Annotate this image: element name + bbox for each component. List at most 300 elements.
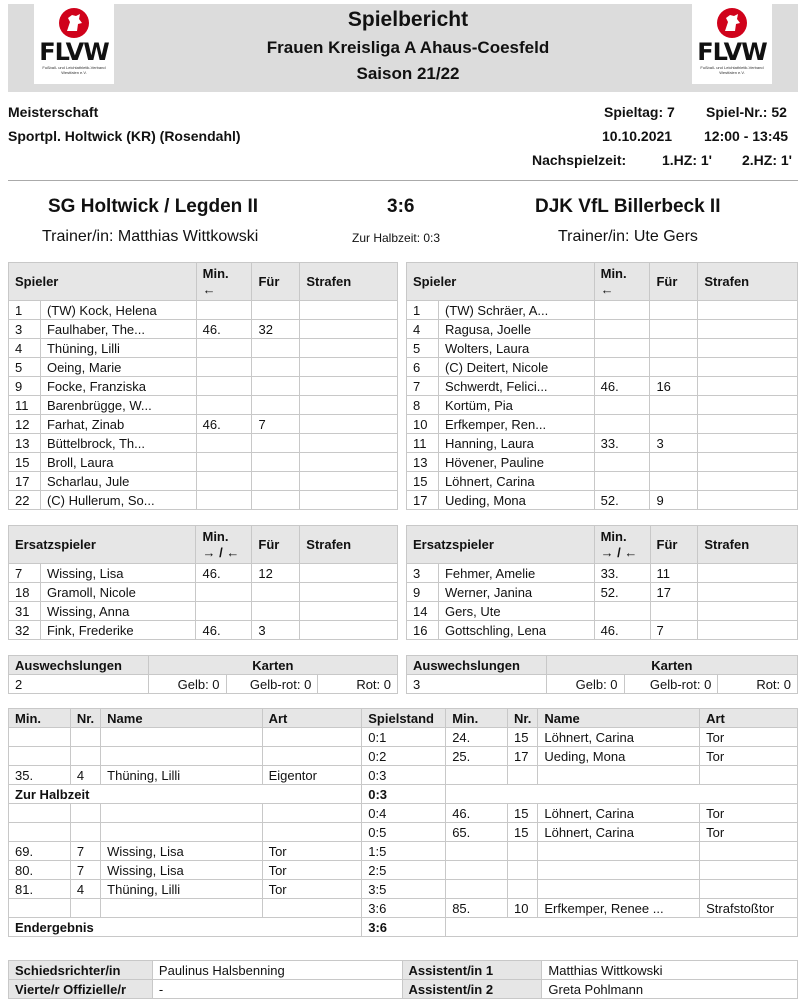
for-header: Für — [252, 263, 300, 301]
home-event-number: 4 — [70, 880, 100, 899]
sub-minute: 46. — [196, 564, 252, 583]
replaced-number — [650, 396, 698, 415]
home-event-player: Thüning, Lilli — [101, 880, 262, 899]
yellow-red-cards: Gelb-rot: 0 — [624, 675, 718, 694]
home-event-player — [101, 823, 262, 842]
event-score: 0:5 — [362, 823, 446, 842]
penalties-header: Strafen — [300, 526, 398, 564]
sub-minute — [594, 358, 650, 377]
player-row — [407, 621, 798, 640]
player-number: 1 — [9, 301, 41, 320]
player-row — [407, 491, 798, 510]
player-name: Hanning, Laura — [438, 434, 594, 453]
replaced-number — [252, 396, 300, 415]
penalties — [300, 621, 398, 640]
away-event-minute — [446, 861, 508, 880]
penalties — [698, 396, 798, 415]
assistant1-label: Assistent/in 1 — [402, 961, 542, 980]
penalties — [300, 396, 398, 415]
replaced-number — [650, 339, 698, 358]
event-row — [9, 766, 798, 785]
home-event-type — [262, 899, 362, 918]
match-date: 10.10.2021 — [602, 128, 673, 144]
player-name: (C) Hullerum, So... — [40, 491, 196, 510]
player-row — [9, 358, 398, 377]
player-name: Wolters, Laura — [438, 339, 594, 358]
home-event-number — [70, 728, 100, 747]
player-number: 13 — [407, 453, 439, 472]
penalties — [300, 564, 398, 583]
player-name: Faulhaber, The... — [40, 320, 196, 339]
player-number: 7 — [407, 377, 439, 396]
home-event-type — [262, 823, 362, 842]
penalties — [698, 358, 798, 377]
player-number: 10 — [407, 415, 439, 434]
away-event-type — [700, 861, 798, 880]
section-score: 0:3 — [362, 785, 446, 804]
away-event-player — [538, 842, 700, 861]
replaced-number — [252, 602, 300, 621]
assistant1: Matthias Wittkowski — [542, 961, 798, 980]
events-section-row — [9, 918, 798, 937]
event-score: 0:2 — [362, 747, 446, 766]
for-header: Für — [252, 526, 300, 564]
referee: Paulinus Halsbenning — [152, 961, 402, 980]
away-event-player — [538, 880, 700, 899]
subs-count: 3 — [407, 675, 547, 694]
player-row — [9, 602, 398, 621]
replaced-number — [252, 301, 300, 320]
player-row — [9, 415, 398, 434]
sub-minute — [196, 301, 252, 320]
sub-minute — [594, 602, 650, 621]
event-row — [9, 842, 798, 861]
flvw-logo-right — [692, 4, 772, 84]
logo-text: FLVW — [39, 38, 109, 66]
player-name: (TW) Kock, Helena — [40, 301, 196, 320]
event-row — [9, 804, 798, 823]
player-row — [9, 377, 398, 396]
player-row — [9, 564, 398, 583]
home-event-type: Eigentor — [262, 766, 362, 785]
penalties — [300, 377, 398, 396]
away-event-player: Löhnert, Carina — [538, 728, 700, 747]
replaced-number: 32 — [252, 320, 300, 339]
player-row — [407, 339, 798, 358]
penalties — [300, 583, 398, 602]
away-event-number: 15 — [508, 804, 538, 823]
horse-crest-icon — [716, 7, 748, 39]
subs-count-header: Auswechslungen — [407, 656, 547, 675]
nr-header: Nr. — [508, 709, 538, 728]
player-name: Gottschling, Lena — [438, 621, 594, 640]
name-header: Name — [101, 709, 262, 728]
sub-minute: 52. — [594, 583, 650, 602]
player-name: Fink, Frederike — [40, 621, 196, 640]
events-table — [8, 708, 798, 937]
home-cards-table — [8, 655, 398, 694]
yellow-red-cards: Gelb-rot: 0 — [226, 675, 318, 694]
away-event-player: Ueding, Mona — [538, 747, 700, 766]
section-score: 3:6 — [362, 918, 446, 937]
penalties — [698, 320, 798, 339]
away-event-number — [508, 861, 538, 880]
event-score: 0:1 — [362, 728, 446, 747]
sub-minute — [196, 339, 252, 358]
sub-minute — [196, 434, 252, 453]
section-label: Zur Halbzeit — [9, 785, 362, 804]
penalties — [300, 602, 398, 621]
sub-minute: 52. — [594, 491, 650, 510]
penalties — [698, 415, 798, 434]
home-event-type — [262, 728, 362, 747]
sub-minute — [594, 301, 650, 320]
penalties — [300, 472, 398, 491]
replaced-number — [252, 434, 300, 453]
player-number: 4 — [407, 320, 439, 339]
player-name: (TW) Schräer, A... — [438, 301, 594, 320]
away-event-number: 17 — [508, 747, 538, 766]
player-name: Schwerdt, Felici... — [438, 377, 594, 396]
sub-minute — [196, 377, 252, 396]
event-row — [9, 823, 798, 842]
penalties — [698, 583, 798, 602]
player-name: Gramoll, Nicole — [40, 583, 196, 602]
player-number: 32 — [9, 621, 41, 640]
replaced-number: 16 — [650, 377, 698, 396]
player-row — [407, 377, 798, 396]
player-name: Barenbrügge, W... — [40, 396, 196, 415]
penalties — [300, 358, 398, 377]
away-event-type — [700, 842, 798, 861]
home-event-minute — [9, 728, 71, 747]
player-name: Fehmer, Amelie — [438, 564, 594, 583]
home-event-type — [262, 747, 362, 766]
player-number: 6 — [407, 358, 439, 377]
away-event-minute: 46. — [446, 804, 508, 823]
sub-minute: 33. — [594, 434, 650, 453]
sub-minute — [196, 396, 252, 415]
player-number: 5 — [9, 358, 41, 377]
sub-minute — [196, 583, 252, 602]
flvw-logo-left — [34, 4, 114, 84]
home-event-player: Wissing, Lisa — [101, 861, 262, 880]
player-row — [9, 453, 398, 472]
away-event-minute — [446, 842, 508, 861]
away-event-player: Löhnert, Carina — [538, 804, 700, 823]
score-header: Spielstand — [362, 709, 446, 728]
home-event-number — [70, 899, 100, 918]
home-event-number: 7 — [70, 842, 100, 861]
penalties — [698, 339, 798, 358]
away-event-minute: 25. — [446, 747, 508, 766]
away-team: DJK VfL Billerbeck II — [535, 196, 721, 217]
away-event-minute — [446, 766, 508, 785]
replaced-number: 11 — [650, 564, 698, 583]
player-row — [407, 396, 798, 415]
event-score: 2:5 — [362, 861, 446, 880]
replaced-number: 3 — [650, 434, 698, 453]
match-time: 12:00 - 13:45 — [704, 128, 789, 144]
player-number: 11 — [9, 396, 41, 415]
event-score: 1:5 — [362, 842, 446, 861]
fourth-official-label: Vierte/r Offizielle/r — [9, 980, 153, 999]
nr-header: Nr. — [70, 709, 100, 728]
away-event-type: Tor — [700, 823, 798, 842]
player-row — [407, 320, 798, 339]
sub-minute: 46. — [594, 377, 650, 396]
penalties-header: Strafen — [698, 526, 798, 564]
replaced-number: 17 — [650, 583, 698, 602]
away-event-type: Tor — [700, 728, 798, 747]
home-event-type — [262, 804, 362, 823]
player-row — [9, 396, 398, 415]
cards-header: Karten — [148, 656, 397, 675]
away-event-player — [538, 861, 700, 880]
penalties — [300, 453, 398, 472]
sub-minute — [594, 339, 650, 358]
sub-minute: 46. — [196, 621, 252, 640]
player-number: 31 — [9, 602, 41, 621]
player-number: 9 — [407, 583, 439, 602]
name-header: Name — [538, 709, 700, 728]
home-event-minute: 35. — [9, 766, 71, 785]
player-name: Kortüm, Pia — [438, 396, 594, 415]
horse-crest-icon — [58, 7, 90, 39]
min-header: Min. ← — [196, 263, 252, 301]
player-row — [9, 339, 398, 358]
penalties-header: Strafen — [698, 263, 798, 301]
player-row — [407, 583, 798, 602]
penalties — [698, 564, 798, 583]
fourth-official: - — [152, 980, 402, 999]
replaced-number — [650, 320, 698, 339]
home-subs-table — [8, 525, 398, 640]
sub-minute: 46. — [594, 621, 650, 640]
competition: Meisterschaft — [8, 104, 99, 120]
sub-minute — [594, 453, 650, 472]
subs-count: 2 — [9, 675, 149, 694]
player-name: Farhat, Zinab — [40, 415, 196, 434]
home-event-player — [101, 728, 262, 747]
season: Saison 21/22 — [356, 64, 460, 83]
event-row — [9, 899, 798, 918]
home-event-minute — [9, 823, 71, 842]
away-event-player — [538, 766, 700, 785]
red-cards: Rot: 0 — [318, 675, 398, 694]
type-header: Art — [262, 709, 362, 728]
player-row — [407, 301, 798, 320]
extra-time-second-half: 2.HZ: 1' — [742, 152, 793, 168]
player-number: 5 — [407, 339, 439, 358]
player-row — [407, 453, 798, 472]
sub-minute — [594, 320, 650, 339]
empty-cell — [446, 918, 798, 937]
replaced-number — [252, 583, 300, 602]
away-event-type: Tor — [700, 747, 798, 766]
player-number: 9 — [9, 377, 41, 396]
penalties — [698, 377, 798, 396]
event-row — [9, 747, 798, 766]
player-row — [407, 602, 798, 621]
replaced-number: 7 — [252, 415, 300, 434]
halftime-score: Zur Halbzeit: 0:3 — [352, 231, 441, 245]
type-header: Art — [700, 709, 798, 728]
player-row — [407, 472, 798, 491]
extra-time-first-half: 1.HZ: 1' — [662, 152, 713, 168]
home-event-number — [70, 747, 100, 766]
subs-header: Ersatzspieler — [9, 526, 196, 564]
player-name: Thüning, Lilli — [40, 339, 196, 358]
sub-minute — [196, 602, 252, 621]
officials-table — [8, 960, 798, 999]
divider — [8, 180, 798, 181]
event-row — [9, 728, 798, 747]
player-name: Büttelbrock, Th... — [40, 434, 196, 453]
player-number: 17 — [407, 491, 439, 510]
league-name: Frauen Kreisliga A Ahaus-Coesfeld — [266, 38, 550, 57]
min-header: Min. ← — [594, 263, 650, 301]
sub-minute — [594, 472, 650, 491]
sub-minute — [196, 472, 252, 491]
away-event-number: 15 — [508, 823, 538, 842]
player-row — [9, 320, 398, 339]
player-number: 15 — [407, 472, 439, 491]
player-number: 14 — [407, 602, 439, 621]
away-event-number — [508, 766, 538, 785]
penalties — [698, 472, 798, 491]
player-header: Spieler — [9, 263, 197, 301]
section-label: Endergebnis — [9, 918, 362, 937]
away-event-number — [508, 880, 538, 899]
home-event-minute — [9, 899, 71, 918]
sub-minute — [196, 491, 252, 510]
player-number: 22 — [9, 491, 41, 510]
home-event-type: Tor — [262, 861, 362, 880]
player-row — [9, 301, 398, 320]
penalties — [698, 491, 798, 510]
yellow-cards: Gelb: 0 — [148, 675, 226, 694]
away-event-type — [700, 766, 798, 785]
player-name: Löhnert, Carina — [438, 472, 594, 491]
player-row — [9, 621, 398, 640]
penalties-header: Strafen — [300, 263, 398, 301]
report-header — [8, 4, 798, 92]
penalties — [698, 301, 798, 320]
min-header: Min. — [9, 709, 71, 728]
player-name: Erfkemper, Ren... — [438, 415, 594, 434]
event-score: 3:6 — [362, 899, 446, 918]
away-event-number: 15 — [508, 728, 538, 747]
player-number: 12 — [9, 415, 41, 434]
player-name: Wissing, Anna — [40, 602, 196, 621]
penalties — [698, 434, 798, 453]
event-score: 0:3 — [362, 766, 446, 785]
replaced-number — [650, 602, 698, 621]
logo-text: FLVW — [697, 38, 767, 66]
empty-cell — [446, 785, 798, 804]
away-event-minute: 85. — [446, 899, 508, 918]
match-number: Spiel-Nr.: 52 — [706, 104, 787, 120]
sub-minute — [196, 453, 252, 472]
subs-header: Ersatzspieler — [407, 526, 595, 564]
replaced-number — [252, 491, 300, 510]
away-event-player: Erfkemper, Renee ... — [538, 899, 700, 918]
matchday: Spieltag: 7 — [604, 104, 675, 120]
player-number: 16 — [407, 621, 439, 640]
player-number: 3 — [9, 320, 41, 339]
away-lineup-table — [406, 262, 798, 510]
player-number: 1 — [407, 301, 439, 320]
player-name: Oeing, Marie — [40, 358, 196, 377]
min-header: Min. → / ← — [196, 526, 252, 564]
home-event-number — [70, 823, 100, 842]
home-trainer: Trainer/in: Matthias Wittkowski — [42, 228, 259, 245]
player-number: 13 — [9, 434, 41, 453]
player-number: 11 — [407, 434, 439, 453]
home-event-player — [101, 747, 262, 766]
replaced-number — [650, 358, 698, 377]
away-event-number: 10 — [508, 899, 538, 918]
player-number: 18 — [9, 583, 41, 602]
away-event-number — [508, 842, 538, 861]
penalties — [698, 453, 798, 472]
player-row — [407, 434, 798, 453]
replaced-number: 9 — [650, 491, 698, 510]
sub-minute: 46. — [196, 320, 252, 339]
penalties — [300, 320, 398, 339]
penalties — [300, 301, 398, 320]
cards-header: Karten — [546, 656, 797, 675]
events-section-row — [9, 785, 798, 804]
replaced-number — [252, 339, 300, 358]
player-name: Scharlau, Jule — [40, 472, 196, 491]
home-lineup-table — [8, 262, 398, 510]
replaced-number — [650, 415, 698, 434]
home-event-number — [70, 804, 100, 823]
penalties — [300, 415, 398, 434]
home-event-minute: 69. — [9, 842, 71, 861]
sub-minute — [196, 358, 252, 377]
penalties — [698, 602, 798, 621]
player-name: Ragusa, Joelle — [438, 320, 594, 339]
home-event-minute — [9, 804, 71, 823]
player-name: Hövener, Pauline — [438, 453, 594, 472]
player-number: 3 — [407, 564, 439, 583]
replaced-number — [650, 301, 698, 320]
logo-subtext: Fußball- und Leichtathletik-Verband Westfalen e.V. — [700, 65, 764, 75]
home-event-player: Wissing, Lisa — [101, 842, 262, 861]
player-number: 4 — [9, 339, 41, 358]
home-event-minute: 81. — [9, 880, 71, 899]
player-name: (C) Deitert, Nicole — [438, 358, 594, 377]
sub-minute — [594, 415, 650, 434]
replaced-number — [252, 472, 300, 491]
home-team: SG Holtwick / Legden II — [48, 196, 259, 217]
away-event-minute: 24. — [446, 728, 508, 747]
home-event-minute: 80. — [9, 861, 71, 880]
sub-minute: 46. — [196, 415, 252, 434]
player-name: Werner, Janina — [438, 583, 594, 602]
referee-label: Schiedsrichter/in — [9, 961, 153, 980]
away-event-type — [700, 880, 798, 899]
away-event-type: Tor — [700, 804, 798, 823]
player-row — [9, 583, 398, 602]
extra-time-label: Nachspielzeit: — [532, 152, 627, 168]
replaced-number — [252, 358, 300, 377]
player-number: 8 — [407, 396, 439, 415]
home-event-minute — [9, 747, 71, 766]
